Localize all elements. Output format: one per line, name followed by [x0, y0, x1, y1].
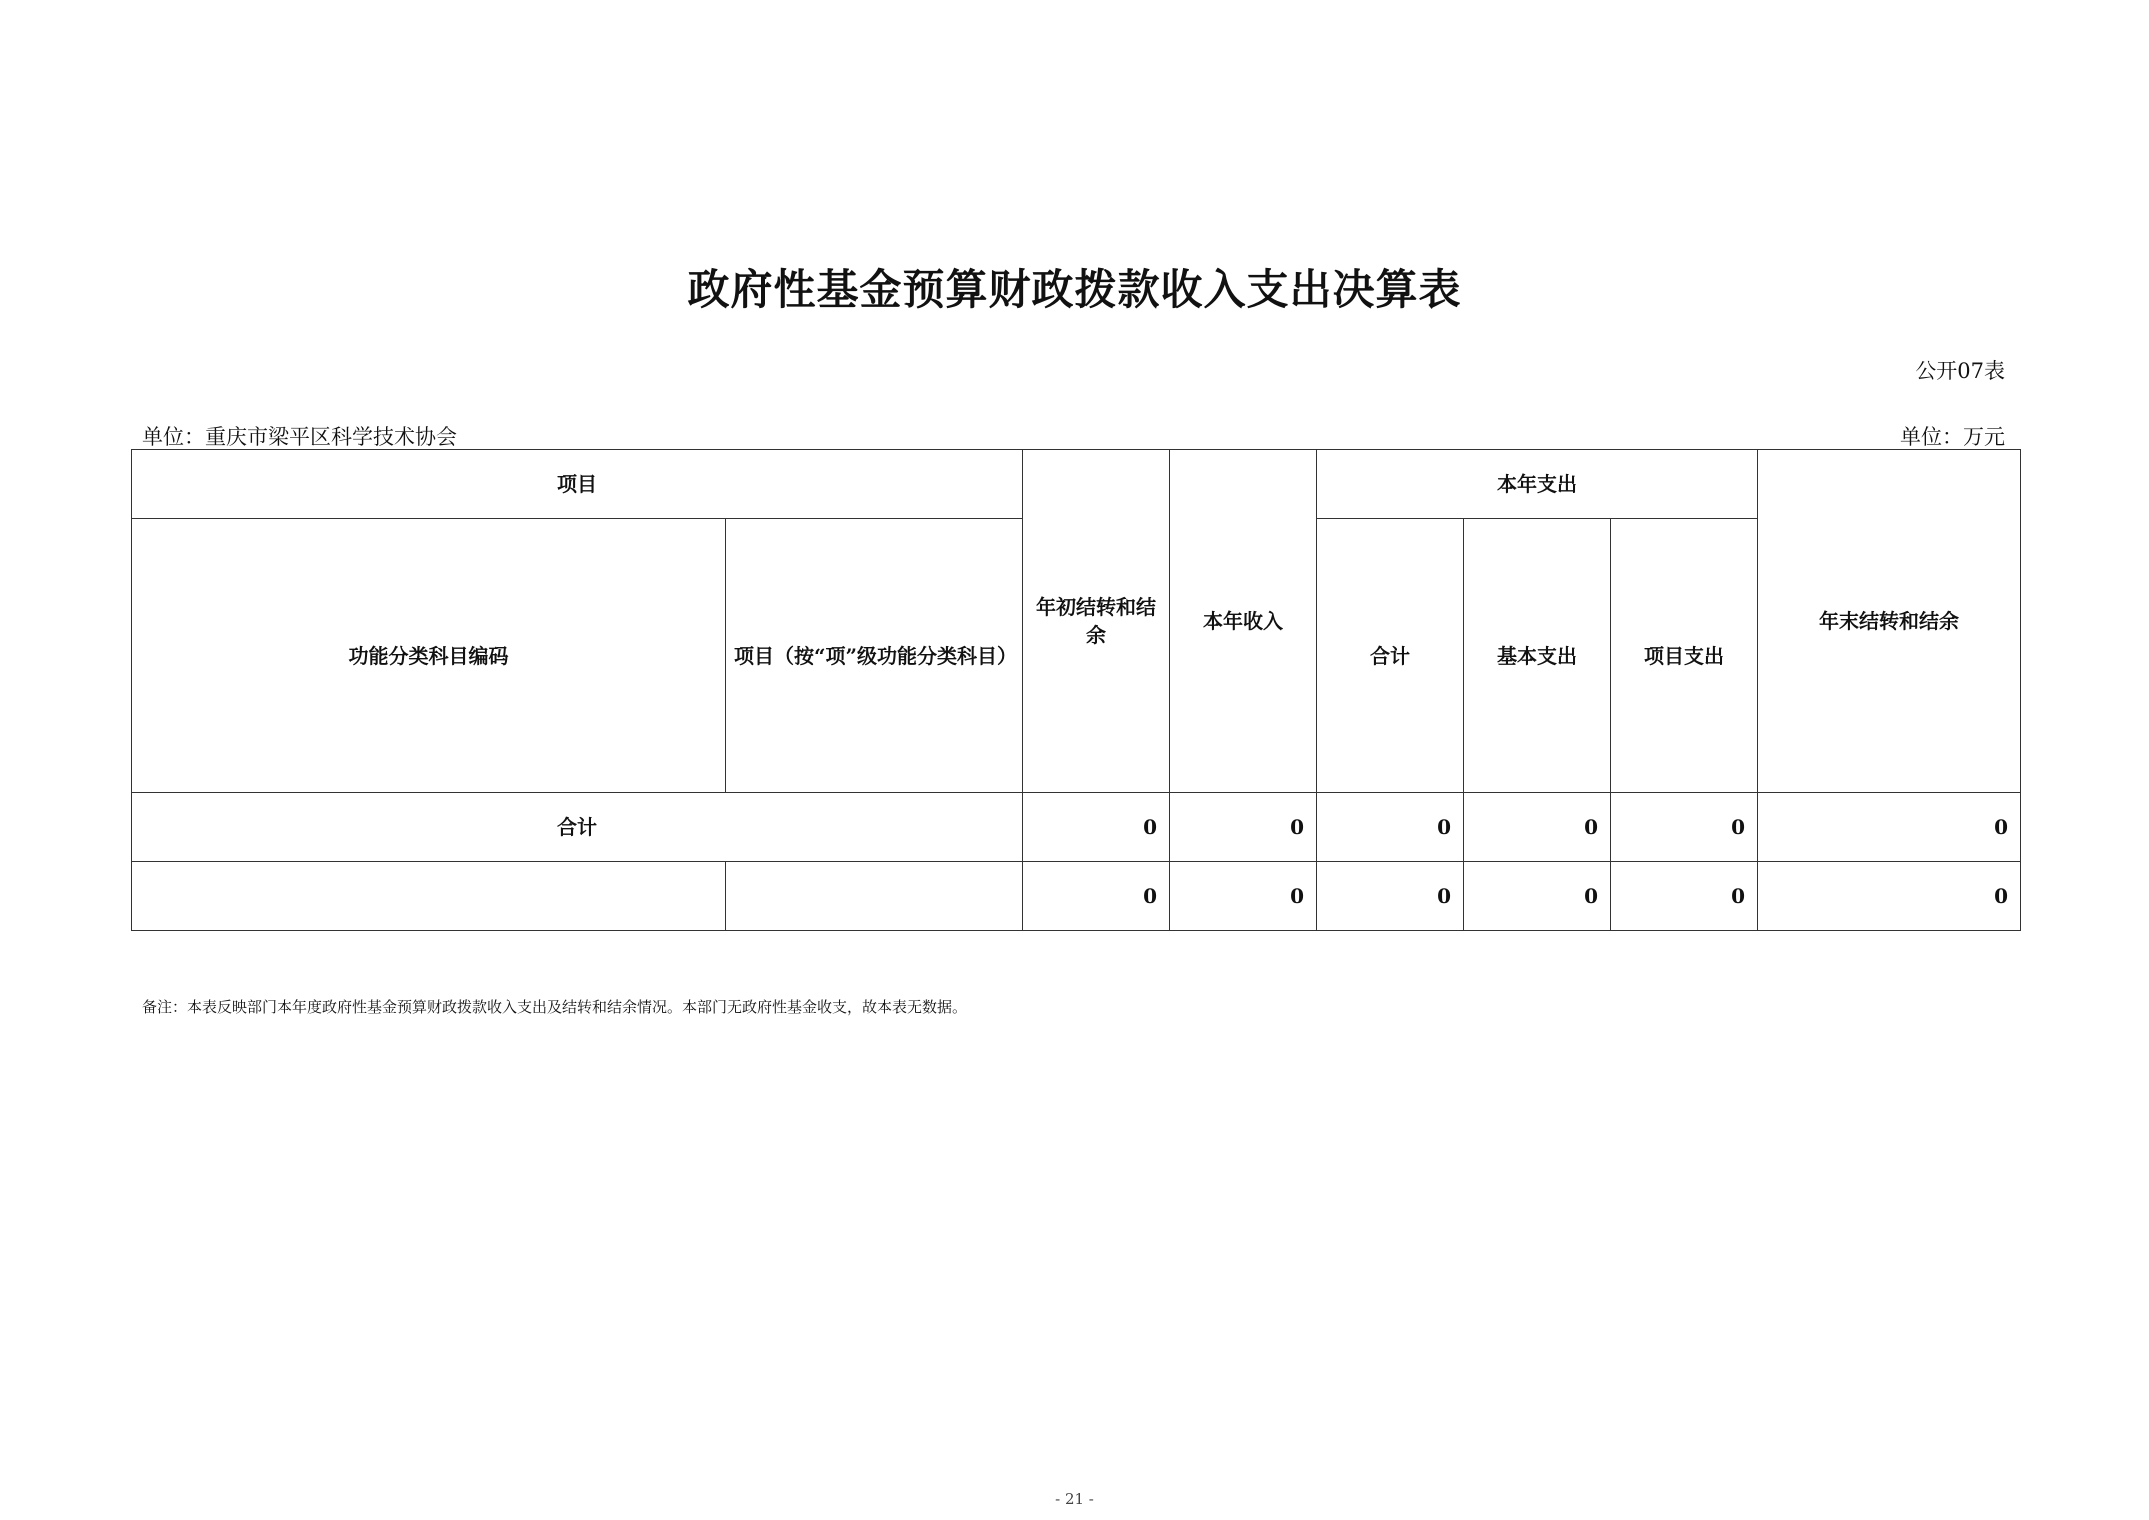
- header-current-expense-group: 本年支出: [1317, 450, 1758, 519]
- header-opening-balance: 年初结转和结余: [1023, 450, 1170, 793]
- total-row: [132, 793, 2021, 862]
- total-basic-expense: 0: [1464, 793, 1611, 862]
- unit-currency: 单位：万元: [1900, 425, 2005, 449]
- total-expense-total: 0: [1317, 793, 1464, 862]
- header-row-1: [132, 450, 2021, 519]
- detail-project-expense: 0: [1611, 862, 1758, 931]
- detail-code: [132, 862, 726, 931]
- header-item-name: 项目（按“项”级功能分类科目）: [726, 519, 1023, 793]
- total-opening-balance: 0: [1023, 793, 1170, 862]
- total-closing-balance: 0: [1758, 793, 2021, 862]
- detail-expense-total: 0: [1317, 862, 1464, 931]
- header-current-income: 本年收入: [1170, 450, 1317, 793]
- form-number: 公开07表: [1915, 359, 2005, 383]
- page-title: 政府性基金预算财政拨款收入支出决算表: [687, 265, 1462, 314]
- detail-item-name: [726, 862, 1023, 931]
- detail-closing-balance: 0: [1758, 862, 2021, 931]
- page-number: - 21 -: [1055, 1490, 1094, 1508]
- total-project-expense: 0: [1611, 793, 1758, 862]
- detail-basic-expense: 0: [1464, 862, 1611, 931]
- header-expense-total: 合计: [1317, 519, 1464, 793]
- total-current-income: 0: [1170, 793, 1317, 862]
- header-basic-expense: 基本支出: [1464, 519, 1611, 793]
- header-code: 功能分类科目编码: [132, 519, 726, 793]
- budget-table: [131, 449, 2021, 931]
- unit-organization: 单位：重庆市梁平区科学技术协会: [142, 425, 457, 449]
- header-project-expense: 项目支出: [1611, 519, 1758, 793]
- header-closing-balance: 年末结转和结余: [1758, 450, 2021, 793]
- table-row: [132, 862, 2021, 931]
- detail-current-income: 0: [1170, 862, 1317, 931]
- footnote: 备注：本表反映部门本年度政府性基金预算财政拨款收入支出及结转和结余情况。本部门无政府性基金收支，故本表无数据。: [142, 998, 968, 1016]
- total-label: 合计: [132, 793, 1023, 862]
- detail-opening-balance: 0: [1023, 862, 1170, 931]
- header-item-group: 项目: [132, 450, 1023, 519]
